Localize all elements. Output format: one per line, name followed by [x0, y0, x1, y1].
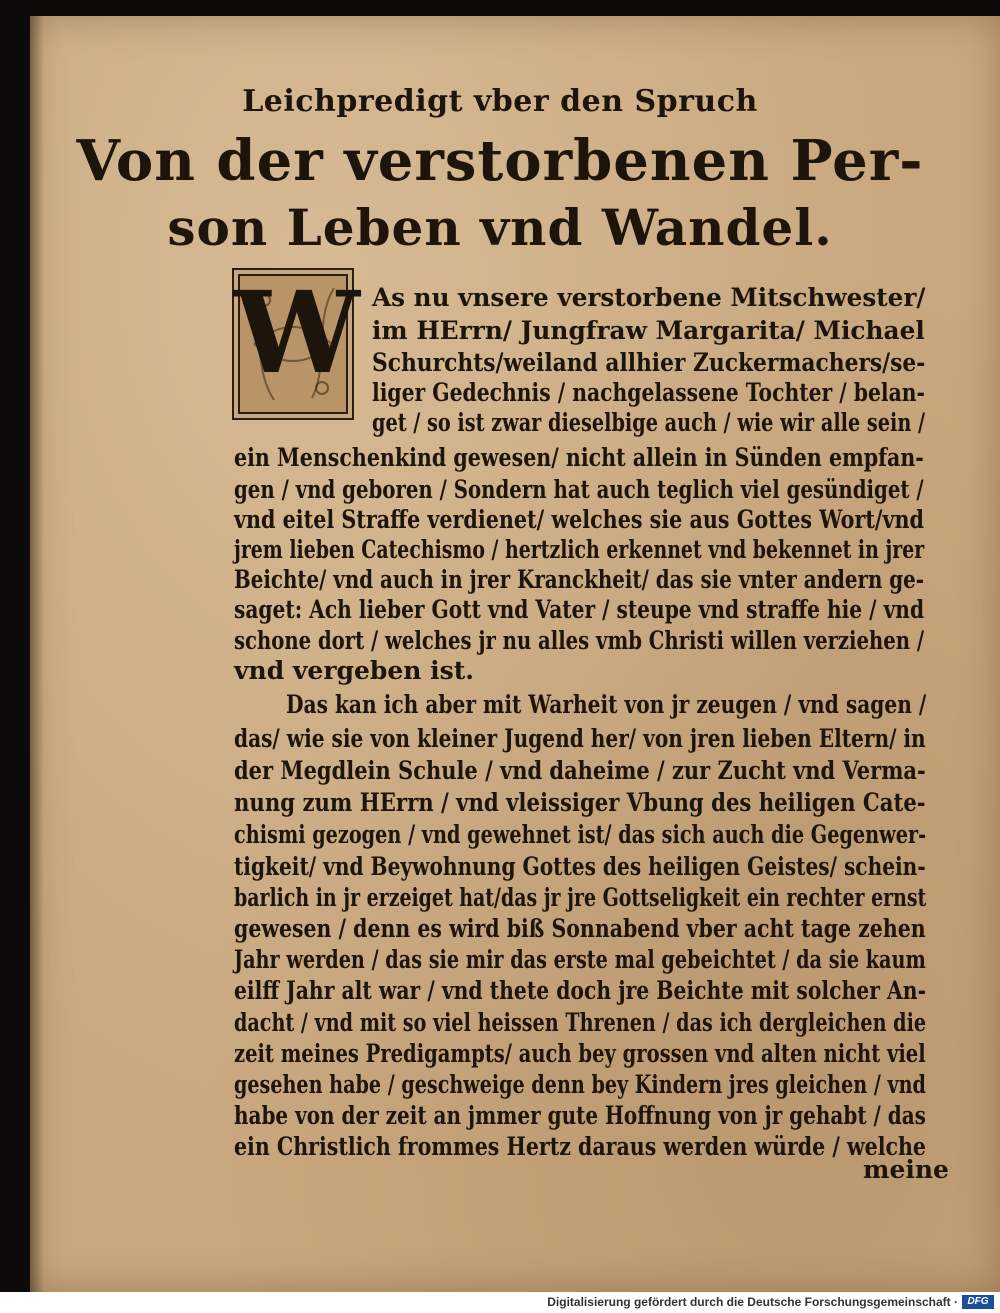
text-line: gewesen / denn es wird biß Sonnabend vber acht tage zehen — [234, 914, 926, 943]
text-line: tigkeit/ vnd Beywohnung Gottes des heiligen Geistes/ schein- — [234, 852, 926, 881]
text-line: get / so ist zwar dieselbige auch / wie wir alle sein / — [372, 408, 926, 437]
decorated-initial — [232, 268, 360, 420]
sermon-title-line-1: Von der verstorbenen Per- — [76, 128, 924, 194]
sermon-title-line-2: son Leben vnd Wandel. — [167, 198, 833, 257]
text-line: der Megdlein Schule / vnd daheime / zur Zucht vnd Verma- — [234, 756, 926, 785]
text-line: gesehen habe / geschweige denn bey Kindern jres gleichen / vnd — [234, 1070, 926, 1099]
text-line: Beichte/ vnd auch in jrer Kranckheit/ das sie vnter andern ge- — [234, 565, 924, 594]
text-line: nung zum HErrn / vnd vleissiger Vbung des heiligen Cate- — [234, 788, 926, 817]
sermon-subtitle: Leichpredigt vber den Spruch — [242, 84, 758, 119]
initial-letter: W — [234, 268, 360, 399]
text-line: As nu vnsere verstorbene Mitschwester/ — [372, 283, 926, 312]
text-line: gen / vnd geboren / Sondern hat auch teglich viel gesündiget / — [234, 475, 924, 504]
text-line: vnd eitel Straffe verdienet/ welches sie aus Gottes Wort/vnd — [234, 505, 924, 534]
text-line: barlich in jr erzeiget hat/das jr jre Gottseligkeit ein rechter ernst — [234, 883, 927, 912]
footer-bar — [0, 1292, 1000, 1313]
text-line: das/ wie sie von kleiner Jugend her/ von jren lieben Eltern/ in — [234, 724, 926, 753]
text-line: Jahr werden / das sie mir das erste mal gebeichtet / da sie kaum — [234, 945, 926, 974]
catchword: meine — [863, 1155, 949, 1184]
text-line: zeit meines Predigampts/ auch bey grossen vnd alten nicht viel — [234, 1039, 926, 1068]
text-line: im HErrn/ Jungfraw Margarita/ Michael — [372, 316, 925, 345]
text-line: Schurchts/weiland allhier Zuckermachers/se- — [372, 348, 926, 377]
text-line: dacht / vnd mit so viel heissen Threnen / das ich dergleichen die — [234, 1008, 927, 1037]
text-line: ein Menschenkind gewesen/ nicht allein in Sünden empfan- — [234, 443, 924, 472]
funding-notice: Digitalisierung gefördert durch die Deutsche Forschungsgemeinschaft · — [547, 1295, 958, 1309]
text-line: vnd vergeben ist. — [234, 656, 474, 685]
text-line: habe von der zeit an jmmer gute Hoffnung von jr gehabt / das — [234, 1101, 926, 1130]
text-line: liger Gedechnis / nachgelassene Tochter / belan- — [372, 378, 925, 407]
text-line: Das kan ich aber mit Warheit von jr zeugen / vnd sagen / — [286, 690, 927, 719]
text-line: chismi gezogen / vnd gewehnet ist/ das sich auch die Gegenwer- — [234, 820, 927, 849]
text-line: ein Christlich frommes Hertz daraus werden würde / welche — [234, 1132, 926, 1161]
text-line: jrem lieben Catechismo / hertzlich erkennet vnd bekennet in jrer — [234, 535, 925, 564]
dfg-logo: DFG — [962, 1295, 994, 1309]
text-line: eilff Jahr alt war / vnd thete doch jre Beichte mit solcher An- — [234, 976, 927, 1005]
text-line: saget: Ach lieber Gott vnd Vater / steupe vnd straffe hie / vnd — [234, 595, 925, 624]
text-line: schone dort / welches jr nu alles vmb Christi willen verziehen / — [234, 626, 925, 655]
